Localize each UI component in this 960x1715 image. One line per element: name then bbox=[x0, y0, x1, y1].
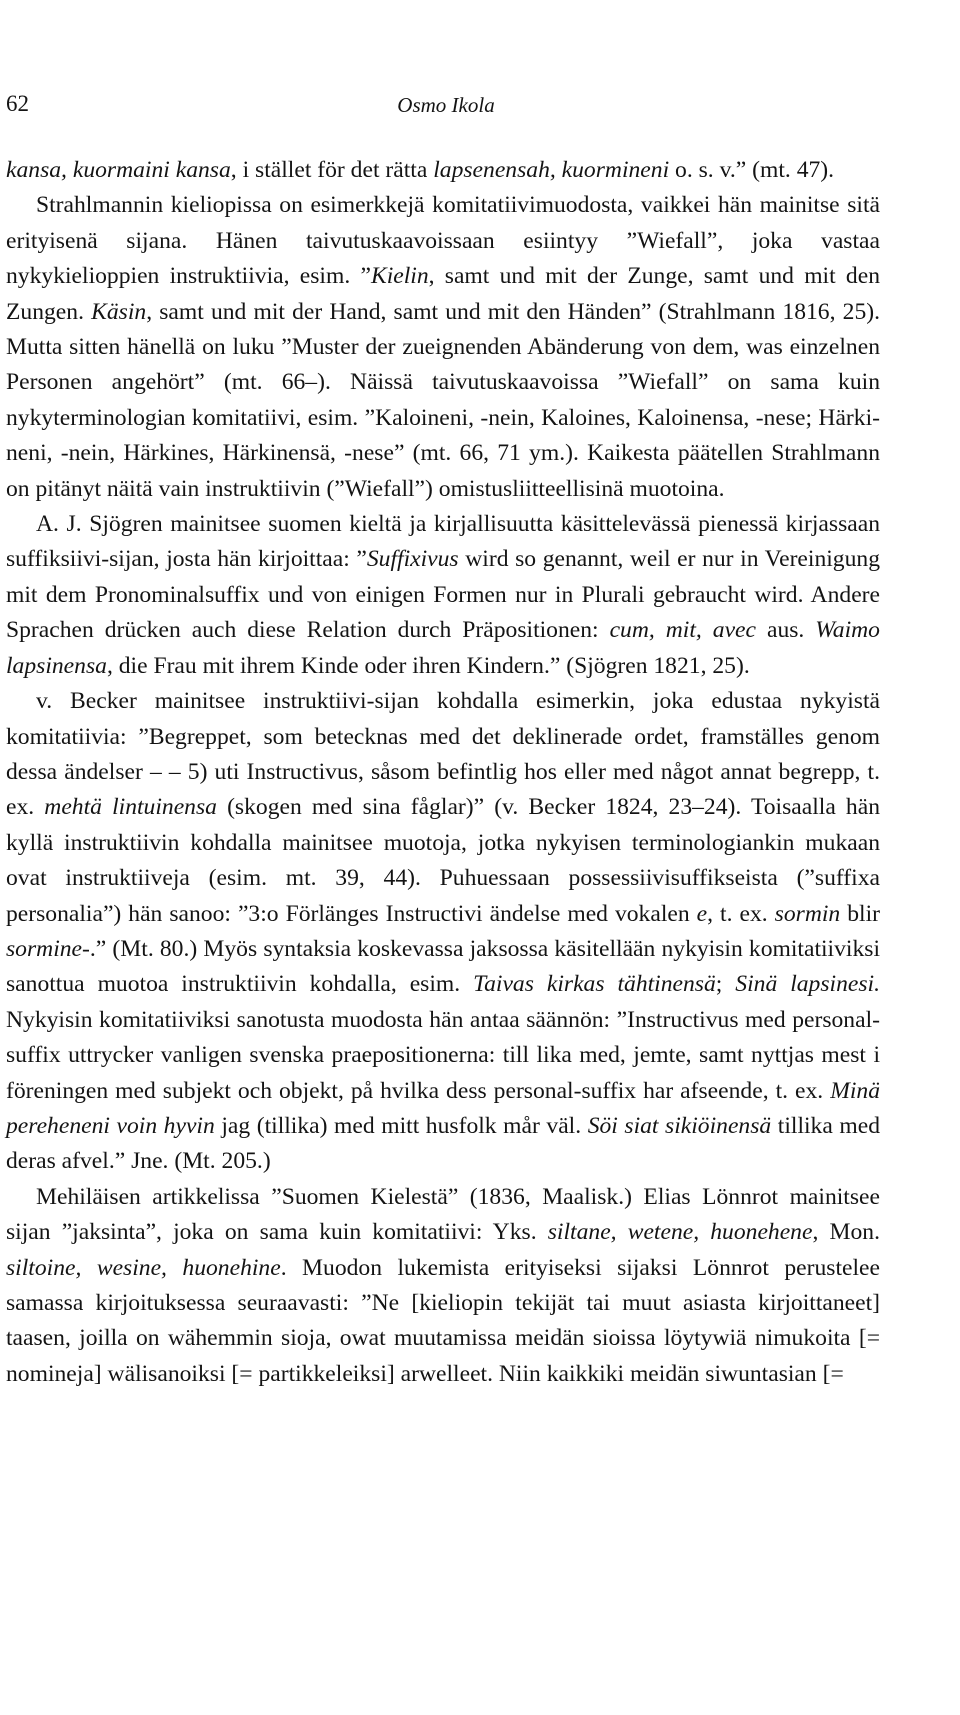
paragraph bbox=[6, 507, 880, 684]
text-run: , t. ex. bbox=[707, 900, 775, 927]
italic-text-run: e bbox=[696, 900, 708, 927]
paragraph bbox=[6, 153, 880, 188]
italic-text-run: mehtä lintuinensa bbox=[44, 794, 217, 821]
italic-text-run: Sinä lapsinesi. bbox=[735, 971, 880, 998]
text-run: , i stället för det rätta bbox=[230, 157, 434, 183]
running-head: Osmo Ikola bbox=[397, 93, 495, 117]
italic-text-run: Waimo lapsinensa bbox=[6, 617, 880, 679]
text-run: Mehiläisen artikkelissa ”Suomen Kielestä” (1836, Maalisk.) Elias Lönnrot mainitsee sijan ”jaksinta”, joka on sama kuin komitatiivi: Yks. bbox=[6, 1183, 880, 1246]
page-number: 62 bbox=[6, 91, 29, 116]
body-text bbox=[6, 153, 880, 1392]
text-run: , samt und mit der Zunge, samt und mit den Zungen. bbox=[6, 263, 880, 325]
italic-text-run: Söi siat sikiöinensä bbox=[587, 1112, 772, 1139]
paragraph bbox=[6, 1180, 880, 1392]
italic-text-run: sormine- bbox=[6, 935, 90, 962]
text-run: , Mon. bbox=[812, 1219, 880, 1246]
italic-text-run: lapsenensah, kuormineni bbox=[433, 157, 670, 183]
text-run: A. J. Sjögren mainitsee suomen kieltä ja kirjallisuutta käsittelevässä pienessä kirjassaan suffiksiivi-sijan, josta hän kirjoittaa: ” bbox=[6, 511, 880, 573]
text-run: o. s. v.” (mt. 47). bbox=[669, 157, 835, 183]
text-run: ; bbox=[715, 971, 736, 998]
text-run: v. Becker mainitsee instruktiivi-sijan kohdalla esimerkin, joka edustaa nykyistä komitatiivia: ”Begreppet, som betecknas med det deklinerade ordet, framställes genom dessa ändelser – – 5) uti Instructivus, såsom befintlig hos eller med något annat begrepp, t. ex. bbox=[6, 688, 880, 821]
italic-text-run: Suffixivus bbox=[366, 546, 459, 573]
italic-text-run: siltane, wetene, huonehene bbox=[547, 1219, 813, 1246]
text-run: tillika med deras afvel.” Jne. (Mt. 205.) bbox=[6, 1112, 881, 1175]
text-run: aus. bbox=[756, 617, 816, 644]
page-header bbox=[6, 86, 886, 122]
text-run: , samt und mit der Hand, samt und mit den Händen” (Strahlmann 1816, 25). Mutta sitten hänellä on luku ”Muster der zueignenden Abänderung von dem, was einzelnen Personen angehört” (mt. 66–). Näissä taivutuskaavoissa ”Wiefall” on sama kuin nykyterminologian komitatiivi, esim. ”Kaloineni, -nein, Kaloines, Kaloinensa, -nese; Härkineni, -nein, Härkines, Härkinensä, -nese” (mt. 66, 71 ym.). Kaikesta päätellen Strahlmann on pitänyt näitä vain instruktiivin (”Wiefall”) omistusliitteellisinä muotoina. bbox=[6, 298, 880, 502]
text-run: .” (Mt. 80.) Myös syntaksia koskevassa jaksossa käsitellään nykyisin komitatiiviksi sanottua muotoa instruktiivin kohdalla, esim. bbox=[6, 935, 880, 998]
text-run: Nykyisin komitatiiviksi sanotusta muodosta hän antaa säännön: ”Instructivus med personal-suffix uttrycker vanligen svenska praepositionerna: till lika med, jemte, samt nyttjas mest i föreningen med subjekt och objekt, på hvilka dess personal-suffix har afseende, t. ex. bbox=[6, 1006, 880, 1104]
italic-text-run: siltoine, wesine, huonehine bbox=[6, 1254, 281, 1281]
italic-text-run: kansa, kuormaini kansa bbox=[6, 157, 231, 183]
italic-text-run: Kielin bbox=[370, 263, 429, 290]
text-run: jag (tillika) med mitt husfolk mår väl. bbox=[214, 1112, 588, 1139]
italic-text-run: sormin bbox=[774, 900, 841, 927]
text-run: wird so genannt, weil er nur in Vereinigung mit dem Pronominalsuffix und von einigen Formen nur in Plurali gebraucht wird. Andere Sprachen drücken auch diese Relation durch Präpositionen: bbox=[6, 546, 880, 644]
text-run: Strahlmannin kieliopissa on esimerkkejä komitatiivimuodosta, vaikkei hän mainitse sitä erityisenä sijana. Hänen taivutuskaavoissaan esiintyy ”Wiefall”, joka vastaa nykykielioppien instruktiivia, esim. ” bbox=[6, 192, 880, 290]
italic-text-run: Taivas kirkas tähtinensä bbox=[473, 971, 716, 998]
italic-text-run: Minä pereheneni voin hyvin bbox=[6, 1077, 880, 1139]
text-run: , die Frau mit ihrem Kinde oder ihren Kindern.” (Sjögren 1821, 25). bbox=[106, 652, 750, 679]
text-run: (skogen med sina fåglar)” (v. Becker 1824, 23–24). Toisaalla hän kyllä instruktiivin kohdalla mainitsee muotoja, jotka nykyisen terminologiankin mukaan ovat instruktiiveja (esim. mt. 39, 44). Puhuessaan possessiivisuffikseista (”suffixa personalia”) hän sanoo: ”3:o Förlänges Instructivi ändelse med vokalen bbox=[6, 794, 880, 927]
paragraph bbox=[6, 684, 880, 1180]
italic-text-run: Käsin bbox=[91, 298, 147, 325]
text-run: . Muodon lukemista erityiseksi sijaksi Lönnrot perustelee samassa kirjoituksessa seuraavasti: ”Ne [kieliopin tekijät tai muut asiasta kirjoittaneet] taasen, joilla on wähemmin sioja, owat muutamissa meidän sioissa löytywiä nimukoita [= nomineja] wälisanoiksi [= partikkeleiksi] arwelleet. Niin kaikkiki meidän siwuntasian [= bbox=[6, 1254, 880, 1387]
text-run: blir bbox=[840, 900, 880, 927]
italic-text-run: cum, mit, avec bbox=[609, 617, 756, 644]
paragraph bbox=[6, 188, 880, 507]
